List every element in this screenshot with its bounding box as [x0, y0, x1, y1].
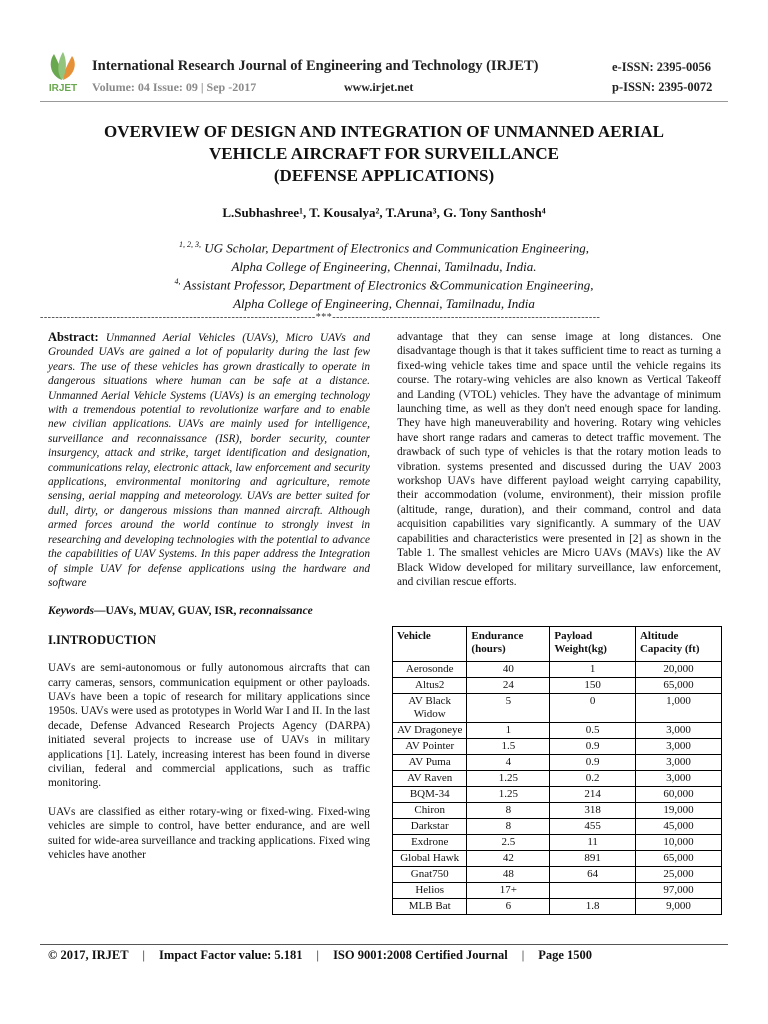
table-row	[393, 723, 722, 739]
left-column	[48, 330, 370, 876]
leaf-icon	[40, 50, 86, 94]
table-cell: Helios	[393, 883, 467, 899]
table-cell: 0.9	[550, 755, 636, 771]
table-row	[393, 835, 722, 851]
table-cell: 20,000	[635, 662, 721, 678]
table-cell: 1.5	[467, 739, 550, 755]
table-cell: Aerosonde	[393, 662, 467, 678]
keywords-text: —UAVs, MUAV, GUAV, ISR,	[94, 605, 240, 618]
table-cell: 3,000	[635, 723, 721, 739]
table-cell	[550, 883, 636, 899]
table-cell: 1	[467, 723, 550, 739]
table-cell: 65,000	[635, 851, 721, 867]
table-header: Vehicle	[393, 627, 467, 662]
table-row	[393, 771, 722, 787]
table-row	[393, 694, 722, 723]
table-cell: 42	[467, 851, 550, 867]
footer-separator: |	[316, 948, 320, 962]
table-cell: Altus2	[393, 678, 467, 694]
table-header: Payload Weight(kg)	[550, 627, 636, 662]
table-row	[393, 867, 722, 883]
table-row	[393, 899, 722, 915]
table-cell: Chiron	[393, 803, 467, 819]
table-row	[393, 739, 722, 755]
title-line-3: (DEFENSE APPLICATIONS)	[273, 166, 495, 185]
footer-separator: |	[142, 948, 146, 962]
affiliation-1	[40, 240, 728, 256]
journal-logo	[40, 50, 86, 94]
table-cell: 318	[550, 803, 636, 819]
footer-separator: |	[521, 948, 525, 962]
affiliation-marker: 1, 2, 3,	[178, 240, 201, 249]
table-row	[393, 851, 722, 867]
iso-certification: ISO 9001:2008 Certified Journal	[333, 948, 508, 962]
table-cell: BQM-34	[393, 787, 467, 803]
abstract-text: Unmanned Aerial Vehicles (UAVs), Micro UAVs and Grounded UAVs are gained a lot of popularity during the last few years. The use of these vehicles has grown drastically to operate in dangerous situations where human can be safe at a distance. Unmanned Aerial Vehicle Systems (UAVs) is an emerging technology with a tremendous potential to revolutionize warfare and to enable new civilian applications. UAVs are mainly used for intelligence, surveillance and reconnaissance (ISR), border security, counter insurgency, attack and strike, target identification and designation, communications relay, electronic attack, law enforcement and security applications, environmental monitoring and agriculture, remote sensing, aerial mapping and meteorology. UAVs are better suited for dull, dirty, or dangerous missions than manned aircraft. Although armed forces around the world continue to strongly invest in researching and developing technologies with the potential to advance the capabilities of UAV Systems. In this paper address the Integration of simple UAV for defense applications using the hardware and software	[48, 332, 370, 589]
table-cell: 3,000	[635, 755, 721, 771]
table-row	[393, 678, 722, 694]
table-header: Altitude Capacity (ft)	[635, 627, 721, 662]
table-cell: 24	[467, 678, 550, 694]
journal-website-link[interactable]: www.irjet.net	[344, 80, 414, 94]
table-body	[393, 662, 722, 915]
table-cell: 0.9	[550, 739, 636, 755]
title-line-1: OVERVIEW OF DESIGN AND INTEGRATION OF UNMANNED AERIAL	[104, 122, 664, 141]
table-row	[393, 787, 722, 803]
table-cell: 65,000	[635, 678, 721, 694]
table-cell: Exdrone	[393, 835, 467, 851]
paragraph: advantage that they can sense image at long distances. One disadvantage though is that it takes sufficient time to react as turning a fixed-wing vehicle takes time and space until the vehicle regains its course. The rotary-wing vehicles are also known as Vertical Takeoff and Landing (VTOL) vehicles. They have the advantage of minimum launching time, as well as they don't need enough space for landing. They have high maneuverability and hovering. Rotary wing vehicles have short range radars and cameras to detect traffic movement. The drawback of such type of vehicles is that the rotary motion leads to vibration. systems presented and discussed during the UAV 2003 workshop UAVs have different payload weight carrying capability, their accommodation (volume, environment), their mission profile (altitude, range, duration), and their command, control and data acquisition capabilities vary significantly. A summary of the UAV capabilities and characteristics were presented in [2] as shown in the Table 1. The smallest vehicles are Micro UAVs (MAVs) like the AV Black Widow developed for military surveillance, law enforcement, and civilian rescue efforts.	[397, 331, 721, 588]
affiliation-1-institution: Alpha College of Engineering, Chennai, Tamilnadu, India.	[231, 259, 537, 274]
table-cell: 48	[467, 867, 550, 883]
table-cell: 455	[550, 819, 636, 835]
p-issn: p-ISSN: 2395-0072	[612, 80, 713, 94]
table-row	[393, 662, 722, 678]
affiliation-2	[40, 277, 728, 293]
table-cell: 60,000	[635, 787, 721, 803]
affiliation-text: UG Scholar, Department of Electronics and Communication Engineering,	[200, 240, 590, 256]
abstract-label: Abstract:	[48, 330, 99, 344]
table-cell: AV Raven	[393, 771, 467, 787]
keywords-last: reconnaissance	[239, 605, 313, 618]
copyright: © 2017, IRJET	[48, 948, 129, 962]
table-cell: 9,000	[635, 899, 721, 915]
paper-title	[40, 121, 728, 187]
journal-name: International Research Journal of Engineering and Technology (IRJET)	[92, 58, 539, 74]
table-cell: 891	[550, 851, 636, 867]
table-cell: 97,000	[635, 883, 721, 899]
table-cell: 214	[550, 787, 636, 803]
table-cell: 5	[467, 694, 550, 723]
table-cell: 3,000	[635, 771, 721, 787]
footer-rule	[40, 944, 728, 945]
table-cell: 45,000	[635, 819, 721, 835]
paragraph: UAVs are semi-autonomous or fully autonomous aircrafts that can carry cameras, sensors, communication equipment or other payloads. UAVs have been a topic of research for military applications since 1950s. UAVs were used as prototypes in World War I and II. In the last decade, Defense Advanced Research Projects Agency (DARPA) initiated several projects to increase use of UAVs in military applications [1]. Lately, increasing interest has been found in diverse civilian, federal and commercial applications, such as traffic monitoring.	[48, 662, 370, 790]
table-cell: 1	[550, 662, 636, 678]
uav-table	[392, 626, 722, 915]
table-cell: 1.25	[467, 787, 550, 803]
svg-text:IRJET: IRJET	[48, 83, 78, 94]
table-cell: 8	[467, 819, 550, 835]
table-cell: AV Puma	[393, 755, 467, 771]
table-cell: 3,000	[635, 739, 721, 755]
abstract	[48, 330, 370, 590]
table-cell: 0.5	[550, 723, 636, 739]
affiliation-2-institution: Alpha College of Engineering, Chennai, Tamilnadu, India	[233, 296, 535, 311]
header-rule	[40, 101, 728, 102]
paragraph: UAVs are classified as either rotary-wing or fixed-wing. Fixed-wing vehicles are simple to control, have better endurance, and are well suited for wide-area surveillance and tracking applications. Fixed wing vehicles have another	[48, 805, 370, 861]
table-row	[393, 819, 722, 835]
table-cell: 1,000	[635, 694, 721, 723]
table-cell: 64	[550, 867, 636, 883]
table-header-row	[393, 627, 722, 662]
page-number: Page 1500	[538, 948, 593, 962]
table-cell: MLB Bat	[393, 899, 467, 915]
table-cell: Darkstar	[393, 819, 467, 835]
section-heading: I.INTRODUCTION	[48, 632, 157, 647]
table-cell: 2.5	[467, 835, 550, 851]
impact-factor: Impact Factor value: 5.181	[159, 948, 303, 962]
table-cell: 0	[550, 694, 636, 723]
table-cell: 1.25	[467, 771, 550, 787]
table-row	[393, 883, 722, 899]
table-cell: AV Pointer	[393, 739, 467, 755]
table-cell: 6	[467, 899, 550, 915]
table-cell: 10,000	[635, 835, 721, 851]
title-line-2: VEHICLE AIRCRAFT FOR SURVEILLANCE	[208, 144, 559, 163]
table-cell: 1.8	[550, 899, 636, 915]
table-row	[393, 803, 722, 819]
table-cell: 25,000	[635, 867, 721, 883]
affiliation-marker: 4,	[174, 277, 181, 286]
table-cell: 19,000	[635, 803, 721, 819]
volume-info: Volume: 04 Issue: 09 | Sep -2017	[92, 80, 257, 94]
table-cell: 11	[550, 835, 636, 851]
table-row	[393, 755, 722, 771]
table-cell: 150	[550, 678, 636, 694]
e-issn: e-ISSN: 2395-0056	[612, 60, 711, 74]
section-divider: ------------------------------------------------------------------------***----------------------------------------------------------------------	[40, 312, 601, 323]
table-cell: AV Dragoneye	[393, 723, 467, 739]
table-cell: Gnat750	[393, 867, 467, 883]
keywords	[48, 604, 370, 618]
table-cell: 8	[467, 803, 550, 819]
table-cell: AV Black Widow	[393, 694, 467, 723]
affiliation-text: Assistant Professor, Department of Electronics &Communication Engineering,	[180, 277, 594, 293]
table-cell: 0.2	[550, 771, 636, 787]
table-cell: 40	[467, 662, 550, 678]
table-cell: Global Hawk	[393, 851, 467, 867]
keywords-label: Keywords	[48, 605, 94, 618]
table-header: Endurance (hours)	[467, 627, 550, 662]
page-footer	[48, 948, 718, 963]
table-cell: 4	[467, 755, 550, 771]
author-list: L.Subhashree¹, T. Kousalya², T.Aruna³, G. Tony Santhosh⁴	[222, 205, 546, 220]
right-column	[397, 330, 721, 603]
table-cell: 17+	[467, 883, 550, 899]
